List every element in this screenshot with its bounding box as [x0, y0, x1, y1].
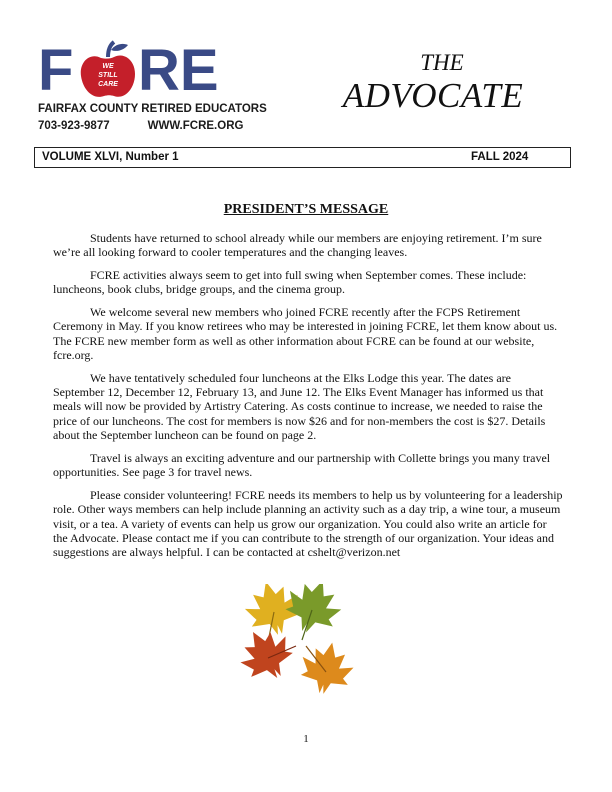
fcre-wordmark — [38, 40, 238, 102]
issue-volume: VOLUME XLVI, Number 1 — [42, 151, 179, 163]
apple-icon — [81, 42, 135, 97]
article-paragraph: Please consider volunteering! FCRE needs its members to help us by volunteering for a leadership role. Other ways members can help include planning an activity such as a day trip, a wine tour, a museum visit, or a tea. A variety of events can help us grow our organization. You could also write an article for the Advocate. Please contact me if you can contribute to the strength of our organization. Your ideas and suggestions are always helpful. I can be contacted at cshelt@verizon.net — [53, 487, 563, 560]
masthead-title: ADVOCATE — [342, 76, 524, 115]
issue-season: FALL 2024 — [471, 151, 529, 163]
article-paragraph: We welcome several new members who joined FCRE recently after the FCPS Retirement Ceremony in May. If you know retirees who may be interested in joining FCRE, let them know about us. The FCRE new member form as well as other information about FCRE can be found at our website, fcre.org. — [53, 305, 558, 363]
logo-letter-f: F — [38, 40, 74, 102]
issue-bar — [34, 147, 571, 168]
article-paragraph: Students have returned to school already while our members are enjoying retirement. I’m sure we’re all looking forward to cooler temperatures and the changing leaves. — [53, 231, 542, 260]
org-website: WWW.FCRE.ORG — [147, 120, 244, 132]
apple-text-we: WE — [102, 63, 114, 70]
fcre-logo — [38, 40, 267, 135]
leaf-red-icon — [238, 619, 302, 690]
org-contact — [38, 120, 243, 132]
page-number: 1 — [303, 733, 309, 745]
org-name: FAIRFAX COUNTY RETIRED EDUCATORS — [38, 103, 267, 115]
masthead-the: THE — [420, 50, 464, 75]
article-body — [53, 231, 563, 568]
org-phone: 703-923-9877 — [38, 120, 110, 132]
article-title: PRESIDENT’S MESSAGE — [223, 202, 389, 217]
leaf-orange-icon — [296, 637, 358, 699]
apple-text-still: STILL — [98, 72, 118, 79]
article-paragraph: We have tentatively scheduled four luncheons at the Elks Lodge this year. The dates are September 12, December 12, February 13, and June 12. The Elks Event Manager has informed us that meals will now be provided by Artistry Catering. As costs continue to increase, we needed to raise the price of our luncheons. The cost for members is now $26 and for non-members the cost is $27. Details about the September luncheon can be found on page 2. — [53, 370, 546, 443]
article-paragraph: FCRE activities always seem to get into full swing when September comes. These include: luncheons, book clubs, bridge groups, and the cinema group. — [53, 268, 527, 297]
autumn-leaves-image — [238, 584, 362, 706]
apple-text-care: CARE — [98, 81, 118, 88]
article-paragraph: Travel is always an exciting adventure and our partnership with Collette brings you many travel opportunities. See page 3 for travel news. — [53, 450, 551, 480]
logo-letters-re: RE — [138, 40, 219, 102]
